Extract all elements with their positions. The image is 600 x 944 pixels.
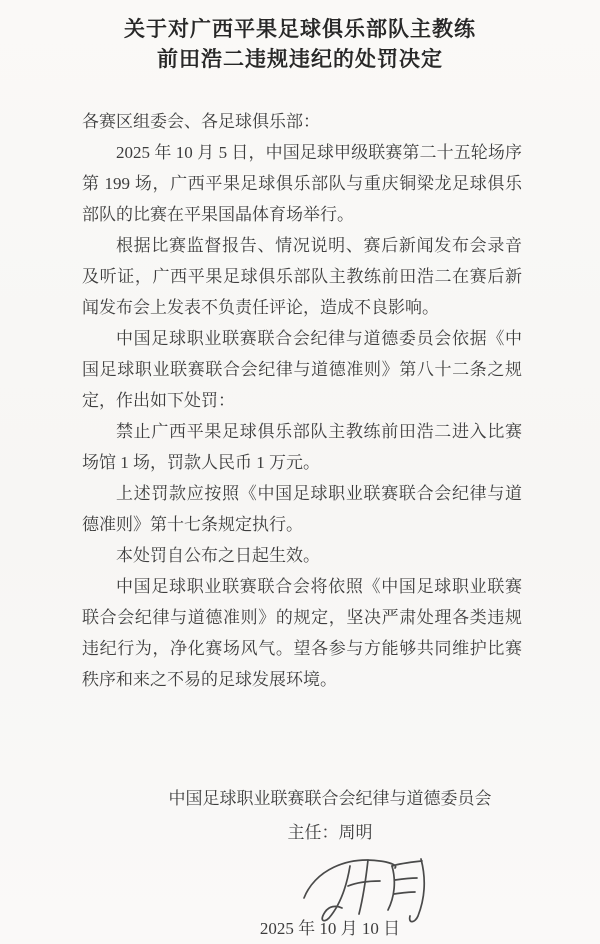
paragraph-fine-execution: 上述罚款应按照《中国足球职业联赛联合会纪律与道德准则》第十七条规定执行。 [82,484,522,534]
document-title-line2: 前田浩二违规违纪的处罚决定 [157,47,443,71]
paragraph-effective-date: 本处罚自公布之日起生效。 [116,546,320,565]
signoff-block [0,783,600,944]
document-body [82,106,522,695]
paragraph-legal-basis: 中国足球职业联赛联合会纪律与道德委员会依据《中国足球职业联赛联合会纪律与道德准则》第八十二条之规定，作出如下处罚： [82,329,522,410]
paragraph-closing-statement: 中国足球职业联赛联合会将依照《中国足球职业联赛联合会纪律与道德准则》的规定，坚决严肃处理各类违规违纪行为，净化赛场风气。望各参与方能够共同维护比赛秩序和来之不易的足球发展环境。 [82,577,522,689]
paragraph-incident: 根据比赛监督报告、情况说明、赛后新闻发布会录音及听证，广西平果足球俱乐部队主教练前田浩二在赛后新闻发布会上发表不负责任评论，造成不良影响。 [82,236,522,317]
issuing-organization: 中国足球职业联赛联合会纪律与道德委员会 [168,789,492,808]
scanned-document-page [0,14,600,939]
document-title-line1: 关于对广西平果足球俱乐部队主教练 [124,17,476,41]
signature-area [60,848,600,944]
paragraph-match-info: 2025 年 10 月 5 日，中国足球甲级联赛第二十五轮场序第 199 场，广西平果足球俱乐部队与重庆铜梁龙足球俱乐部队的比赛在平果国晶体育场举行。 [82,143,522,224]
document-title [40,14,560,74]
signer-title-name: 主任：周明 [287,823,373,842]
salutation: 各赛区组委会、各足球俱乐部： [82,112,320,131]
document-date: 2025 年 10 月 10 日 [259,919,401,938]
paragraph-punishment: 禁止广西平果足球俱乐部队主教练前田浩二进入比赛场馆 1 场，罚款人民币 1 万元。 [82,422,522,472]
